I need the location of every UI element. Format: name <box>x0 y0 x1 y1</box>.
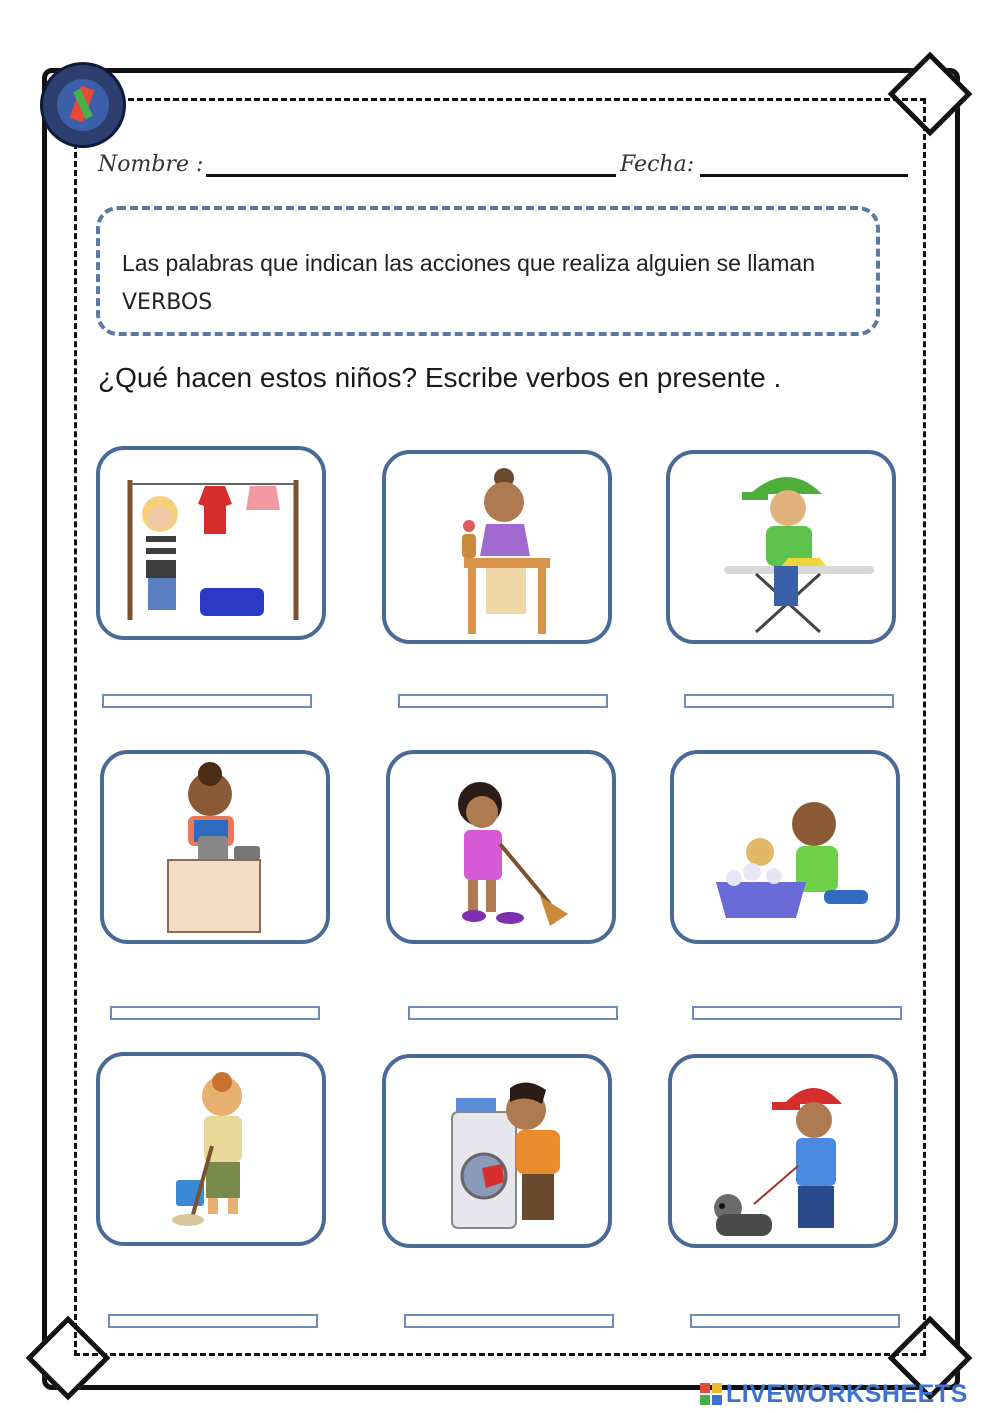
boy-walking-dog-icon <box>672 1058 894 1244</box>
name-label: Nombre : <box>98 152 204 177</box>
instruction-question: ¿Qué hacen estos niños? Escribe verbos en presente . <box>98 362 782 393</box>
answer-field[interactable] <box>398 694 608 708</box>
boy-mopping-icon <box>100 1056 322 1242</box>
brand-tiles-icon <box>700 1383 722 1405</box>
liveworksheets-logo <box>700 1380 968 1408</box>
definition-emphasis: VERBOS <box>122 290 213 315</box>
name-input-line[interactable] <box>206 174 616 177</box>
picture-card <box>668 1054 898 1248</box>
boy-bathing-dog-icon <box>674 754 896 940</box>
answer-field[interactable] <box>102 694 312 708</box>
girl-sweeping-icon <box>390 754 612 940</box>
picture-card <box>96 446 326 640</box>
picture-card <box>670 750 900 944</box>
name-date-row <box>98 148 910 182</box>
picture-card <box>382 1054 612 1248</box>
definition-text-main: Las palabras que indican las acciones que realiza alguien se llaman <box>122 250 815 276</box>
answer-field[interactable] <box>408 1006 618 1020</box>
definition-box <box>96 206 880 336</box>
date-input-line[interactable] <box>700 174 908 177</box>
picture-card <box>386 750 616 944</box>
boy-using-washing-machine-icon <box>386 1058 608 1244</box>
brand-name: LIVEWORKSHEETS <box>726 1379 968 1408</box>
girl-hanging-laundry-icon <box>100 450 322 636</box>
answer-field[interactable] <box>690 1314 900 1328</box>
definition-text <box>122 244 862 322</box>
picture-card <box>382 450 612 644</box>
picture-card <box>100 750 330 944</box>
answer-field[interactable] <box>108 1314 318 1328</box>
picture-card <box>666 450 896 644</box>
school-logo-icon <box>40 62 126 148</box>
answer-field[interactable] <box>684 694 894 708</box>
picture-card <box>96 1052 326 1246</box>
answer-field[interactable] <box>404 1314 614 1328</box>
boy-cooking-icon <box>104 754 326 940</box>
answer-field[interactable] <box>110 1006 320 1020</box>
answer-field[interactable] <box>692 1006 902 1020</box>
girl-dusting-table-icon <box>386 454 608 640</box>
date-label: Fecha: <box>620 152 695 177</box>
boy-ironing-icon <box>670 454 892 640</box>
